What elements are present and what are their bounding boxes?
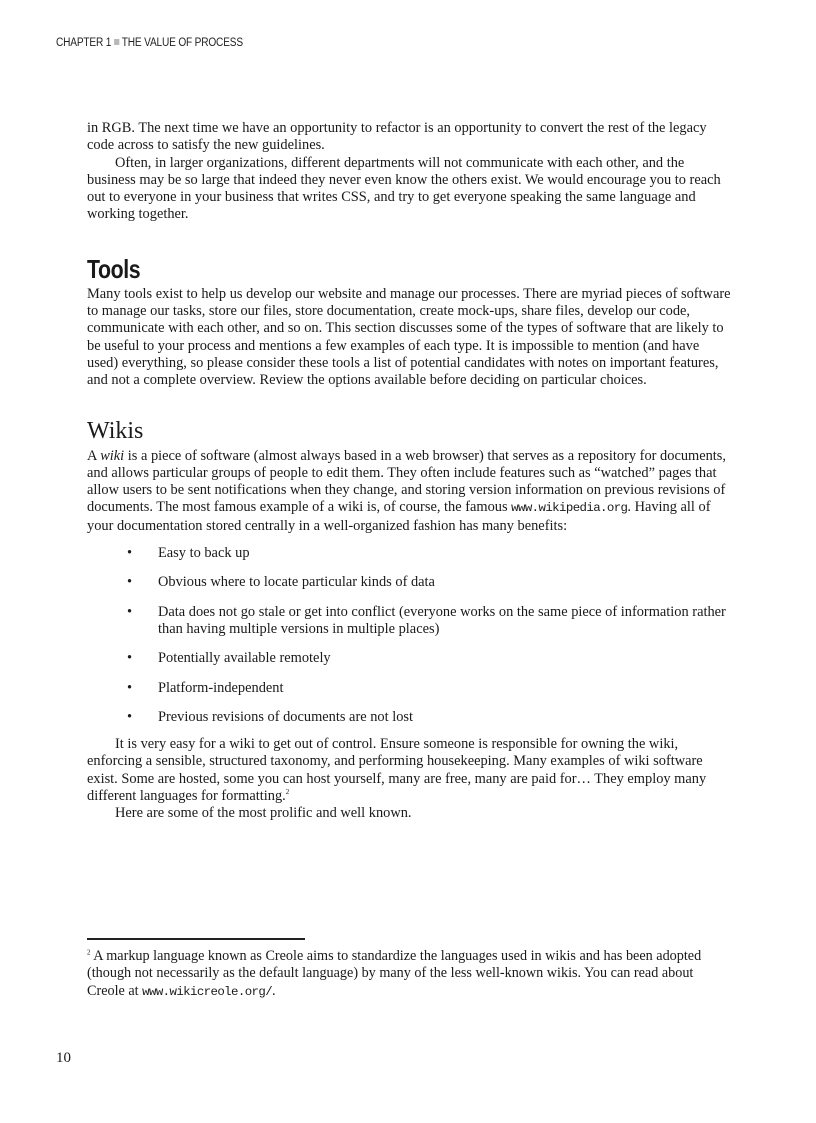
footnote-marker: 2 [87,948,91,957]
list-item-text: Potentially available remotely [158,650,331,667]
list-item-text: Previous revisions of documents are not lost [158,708,413,725]
wiki-control-text: It is very easy for a wiki to get out of control. Ensure someone is responsible for owning the wiki, enforcing a sensible, structured taxonomy, and performing housekeeping. Many examples of wiki software exist. Some are hosted, some you can host yourself, many are free, many are paid for… They employ many different languages for formatting. [87,736,707,805]
running-head-separator [114,39,119,45]
page-body [87,120,731,823]
paragraph-departments: Often, in larger organizations, different departments will not communicate with each other, and the business may be so large that indeed they never even know the others exist. We would encourage you to reach out to everyone in your business that writes CSS, and try to get everyone speaking the same language and working together. [87,154,721,223]
wiki-term: wiki [100,447,125,464]
footnote-divider [87,938,305,940]
bullet-icon: • [127,708,133,725]
bullet-icon: • [127,603,133,620]
paragraph-wiki-control [87,736,731,805]
list-item [87,650,731,667]
list-item [87,545,731,562]
paragraph-prolific: Here are some of the most prolific and well known. [115,805,412,822]
list-item-text: Platform-independent [158,679,284,696]
list-item [87,680,731,697]
paragraph-continuation: in RGB. The next time we have an opportunity to refactor is an opportunity to convert the rest of the legacy code across to satisfy the new guidelines. [87,120,707,154]
list-item [87,709,731,726]
wikicreole-url: www.wikicreole.org/ [142,984,273,999]
paragraph-wikis-intro [87,448,731,535]
footnote-reference[interactable]: 2 [285,788,290,797]
wikis-intro-text-b: is a piece of software (almost always based in a web browser) that serves as a repository for documents, and allows particular groups of people to edit them. They often include features such as “watched” pages that allow users to be sent notifications when they change, and storing version information on previous revisions of documents. The most famous example of a wiki is, of course, the famous [87,447,727,516]
list-item [87,604,731,639]
paragraph-tools-intro: Many tools exist to help us develop our website and manage our processes. There are myriad pieces of software to manage our tasks, store our files, store documentation, create mock-ups, share files, develop our code, communicate with each other, and so on. This section discusses some of the types of software that are likely to be useful to your process and mentions a few examples of each type. It is impossible to mention (and have used) everything, so please consider these tools a list of potential candidates with notes on important features, and not a complete overview. Review the options available before deciding on particular choices. [87,285,731,389]
list-item-text: Data does not go stale or get into conflict (everyone works on the same piece of information rather than having multiple versions in multiple places) [158,603,726,637]
list-item-text: Obvious where to locate particular kinds of data [158,574,435,591]
wikipedia-url: www.wikipedia.org [511,501,628,516]
list-item-text: Easy to back up [158,545,250,562]
section-heading-tools: Tools [87,253,141,284]
subsection-heading-wikis: Wikis [87,417,144,444]
wikis-intro-text-c: . Having all of your documentation stored centrally in a well-organized fashion has many benefits: [87,499,711,534]
wikis-intro-text-a: A [87,447,101,464]
bullet-icon: • [127,679,133,696]
running-head [56,37,243,49]
list-item [87,574,731,591]
footnote-text-a: A markup language known as Creole aims to standardize the languages used in wikis and has been adopted (though not necessarily as the default language) by many of the less well-known wikis. You can read about Creole at [87,948,702,999]
footnote [87,948,731,1001]
running-head-title: THE VALUE OF PROCESS [121,37,243,49]
running-head-chapter: CHAPTER 1 [56,37,112,49]
footnote-text-b: . [272,982,276,999]
bullet-icon: • [127,574,133,591]
page-number: 10 [56,1050,71,1066]
bullet-icon: • [127,545,133,562]
benefits-list [87,545,731,726]
bullet-icon: • [127,650,133,667]
